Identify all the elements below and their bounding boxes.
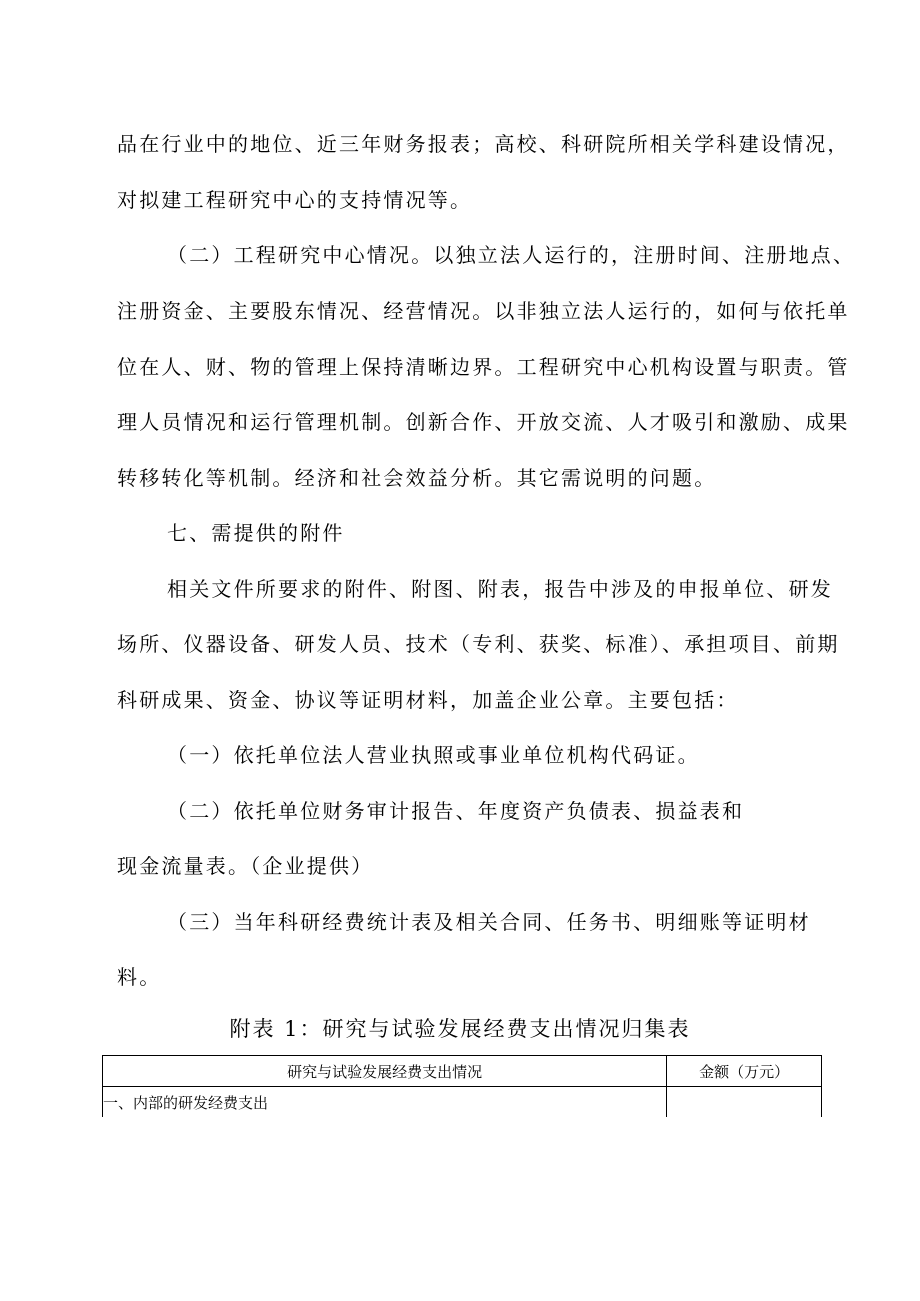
table-cell [667,1087,822,1118]
paragraph-line: （二）工程研究中心情况。以独立法人运行的，注册时间、注册地点、 [167,243,856,267]
list-item: （一）依托单位法人营业执照或事业单位机构代码证。 [167,743,700,767]
table-caption: 附表 1：研究与试验发展经费支出情况归集表 [229,1017,691,1041]
paragraph-line: 科研成果、资金、协议等证明材料，加盖企业公章。主要包括： [117,688,739,712]
paragraph-line: 理人员情况和运行管理机制。创新合作、开放交流、人才吸引和激励、成果 [117,410,850,434]
paragraph-line: 对拟建工程研究中心的支持情况等。 [117,188,473,212]
table-header-cell: 研究与试验发展经费支出情况 [103,1056,667,1087]
table-header-row [103,1056,822,1087]
paragraph-line: 品在行业中的地位、近三年财务报表；高校、科研院所相关学科建设情况， [117,132,850,156]
paragraph-line: 转移转化等机制。经济和社会效益分析。其它需说明的问题。 [117,466,717,490]
paragraph-line: 相关文件所要求的附件、附图、附表，报告中涉及的申报单位、研发 [167,577,833,601]
table-row [103,1087,822,1118]
section-heading: 七、需提供的附件 [167,521,345,545]
paragraph-line: 位在人、财、物的管理上保持清晰边界。工程研究中心机构设置与职责。管 [117,355,850,379]
table-header-cell: 金额（万元） [667,1056,822,1087]
paragraph-line: 场所、仪器设备、研发人员、技术（专利、获奖、标准）、承担项目、前期 [117,632,840,656]
list-item: （二）依托单位财务审计报告、年度资产负债表、损益表和 [167,799,745,823]
paragraph-line: 注册资金、主要股东情况、经营情况。以非独立法人运行的，如何与依托单 [117,299,850,323]
expenditure-table [102,1055,822,1117]
list-item-continuation: 料。 [117,965,162,989]
table-cell: 一、内部的研发经费支出 [103,1087,667,1118]
list-item: （三）当年科研经费统计表及相关合同、任务书、明细账等证明材 [167,910,811,934]
list-item-continuation: 现金流量表。（企业提供） [117,854,374,878]
